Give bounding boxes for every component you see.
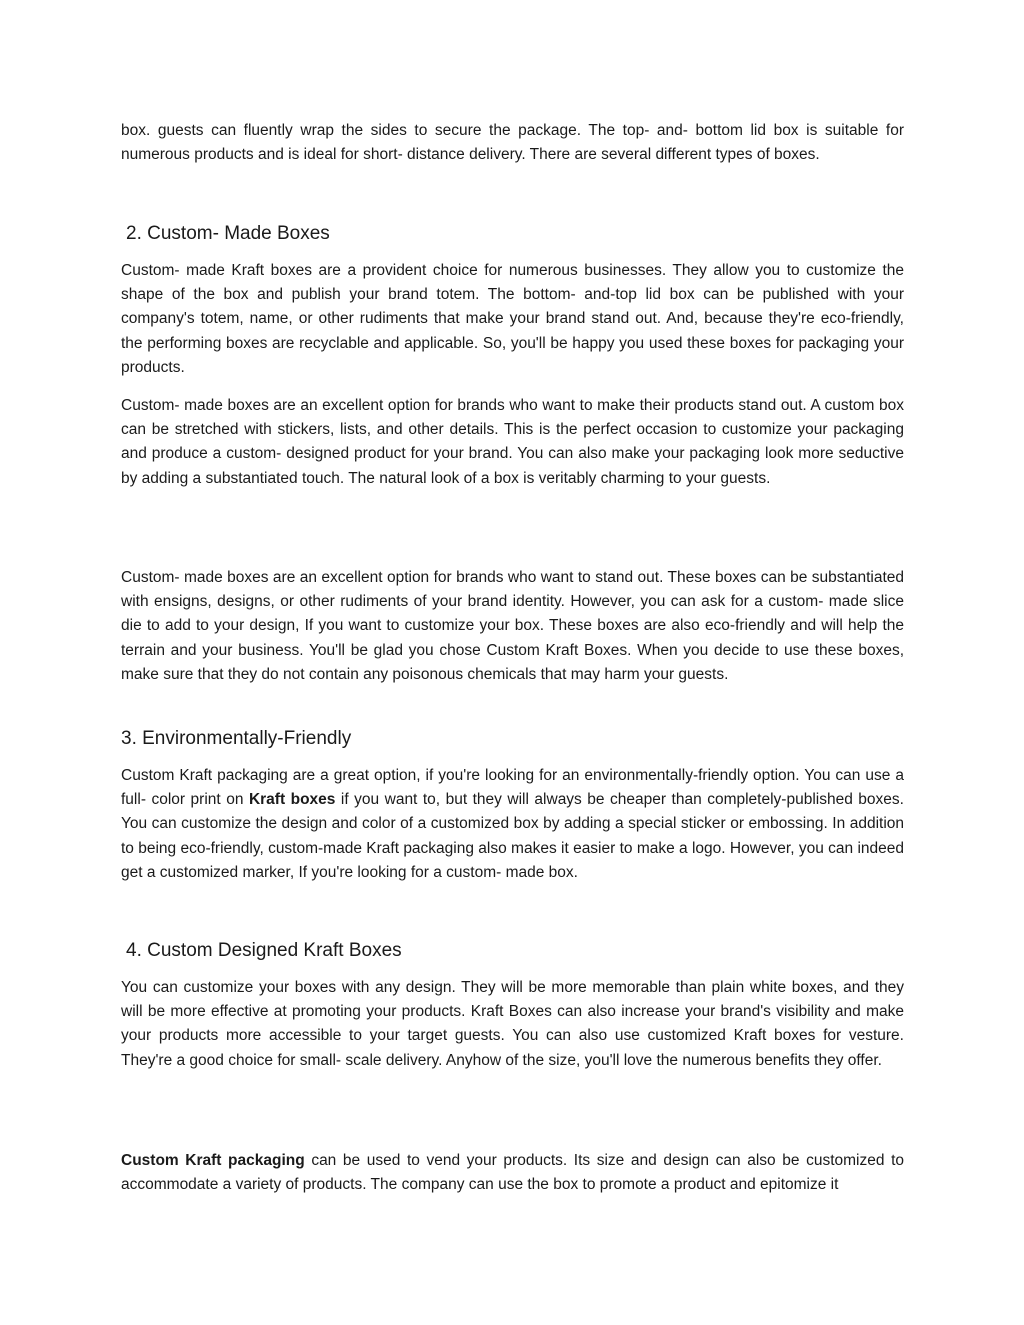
section-3-paragraph-block xyxy=(121,764,904,885)
section-2-paragraph-2-block xyxy=(121,394,904,491)
document-content xyxy=(121,0,904,1325)
section-2-paragraph-1-block xyxy=(121,259,904,380)
section-4-paragraph-1: You can customize your boxes with any design. They will be more memorable than plain white boxes, and they will be more effective at promoting your products. Kraft Boxes can also increase your brand's visibility and make your products more accessible to your target guests. You can also use customized Kraft boxes for vesture. They're a good choice for small- scale delivery. Anyhow of the size, you'll love the numerous benefits they offer. xyxy=(121,979,904,1069)
section-3-text-end: if you want to, but they will always be cheaper than completely-published boxes. You can customize the design and color of a customized box by adding a special sticker or embossing. In addition to being eco-friendly, custom-made Kraft packaging also makes it easier to make a logo. However, you can indeed get a customized marker, If you're looking for a custom- made box. xyxy=(121,791,904,881)
custom-kraft-packaging-bold-text: Custom Kraft packaging xyxy=(121,1152,305,1169)
section-4-paragraph-2 xyxy=(121,1149,904,1197)
section-4-paragraph-2-text: can be used to vend your products. Its size and design can also be customized to accommodate a variety of products. The company can use the box to promote a product and epitomize it xyxy=(121,1152,904,1194)
section-3-paragraph xyxy=(121,764,904,885)
section-3-heading: 3. Environmentally-Friendly xyxy=(121,728,352,749)
section-2-paragraph-3-block xyxy=(121,566,904,687)
section-4-heading-block xyxy=(121,939,909,963)
section-3-heading-block xyxy=(121,727,904,751)
section-2-heading: 2. Custom- Made Boxes xyxy=(126,223,330,244)
section-4-paragraph-1-block xyxy=(121,976,904,1073)
section-4-heading: 4. Custom Designed Kraft Boxes xyxy=(126,940,402,961)
section-2-heading-block xyxy=(121,222,909,246)
section-2-paragraph-1: Custom- made Kraft boxes are a provident choice for numerous businesses. They allow you to customize the shape of the box and publish your brand totem. The bottom- and-top lid box can be published with your company's totem, name, or other rudiments that make your brand stand out. And, because they're eco-friendly, the performing boxes are recyclable and applicable. So, you'll be happy you used these boxes for packaging your products. xyxy=(121,262,904,376)
intro-paragraph-block xyxy=(121,119,904,167)
section-2-paragraph-2: Custom- made boxes are an excellent option for brands who want to make their products stand out. A custom box can be stretched with stickers, lists, and other details. This is the perfect occasion to customize your packaging and produce a custom- designed product for your brand. You can also make your packaging look more seductive by adding a substantiated touch. The natural look of a box is veritably charming to your guests. xyxy=(121,397,904,487)
section-2-paragraph-3: Custom- made boxes are an excellent option for brands who want to stand out. These boxes can be substantiated with ensigns, designs, or other rudiments of your brand identity. However, you can ask for a custom- made slice die to add to your design, If you want to customize your box. These boxes are also eco-friendly and will help the terrain and your business. You'll be glad you chose Custom Kraft Boxes. When you decide to use these boxes, make sure that they do not contain any poisonous chemicals that may harm your guests. xyxy=(121,569,904,683)
section-3-text-start: Custom Kraft packaging are a great option, if you're looking for an environmentally-friendly option. You can use a full- color print on xyxy=(121,767,904,809)
kraft-boxes-bold-text: Kraft boxes xyxy=(248,791,336,809)
section-4-paragraph-2-block xyxy=(121,1149,904,1197)
intro-paragraph: box. guests can fluently wrap the sides to secure the package. The top- and- bottom lid box is suitable for numerous products and is ideal for short- distance delivery. There are several different types of boxes. xyxy=(121,122,904,164)
